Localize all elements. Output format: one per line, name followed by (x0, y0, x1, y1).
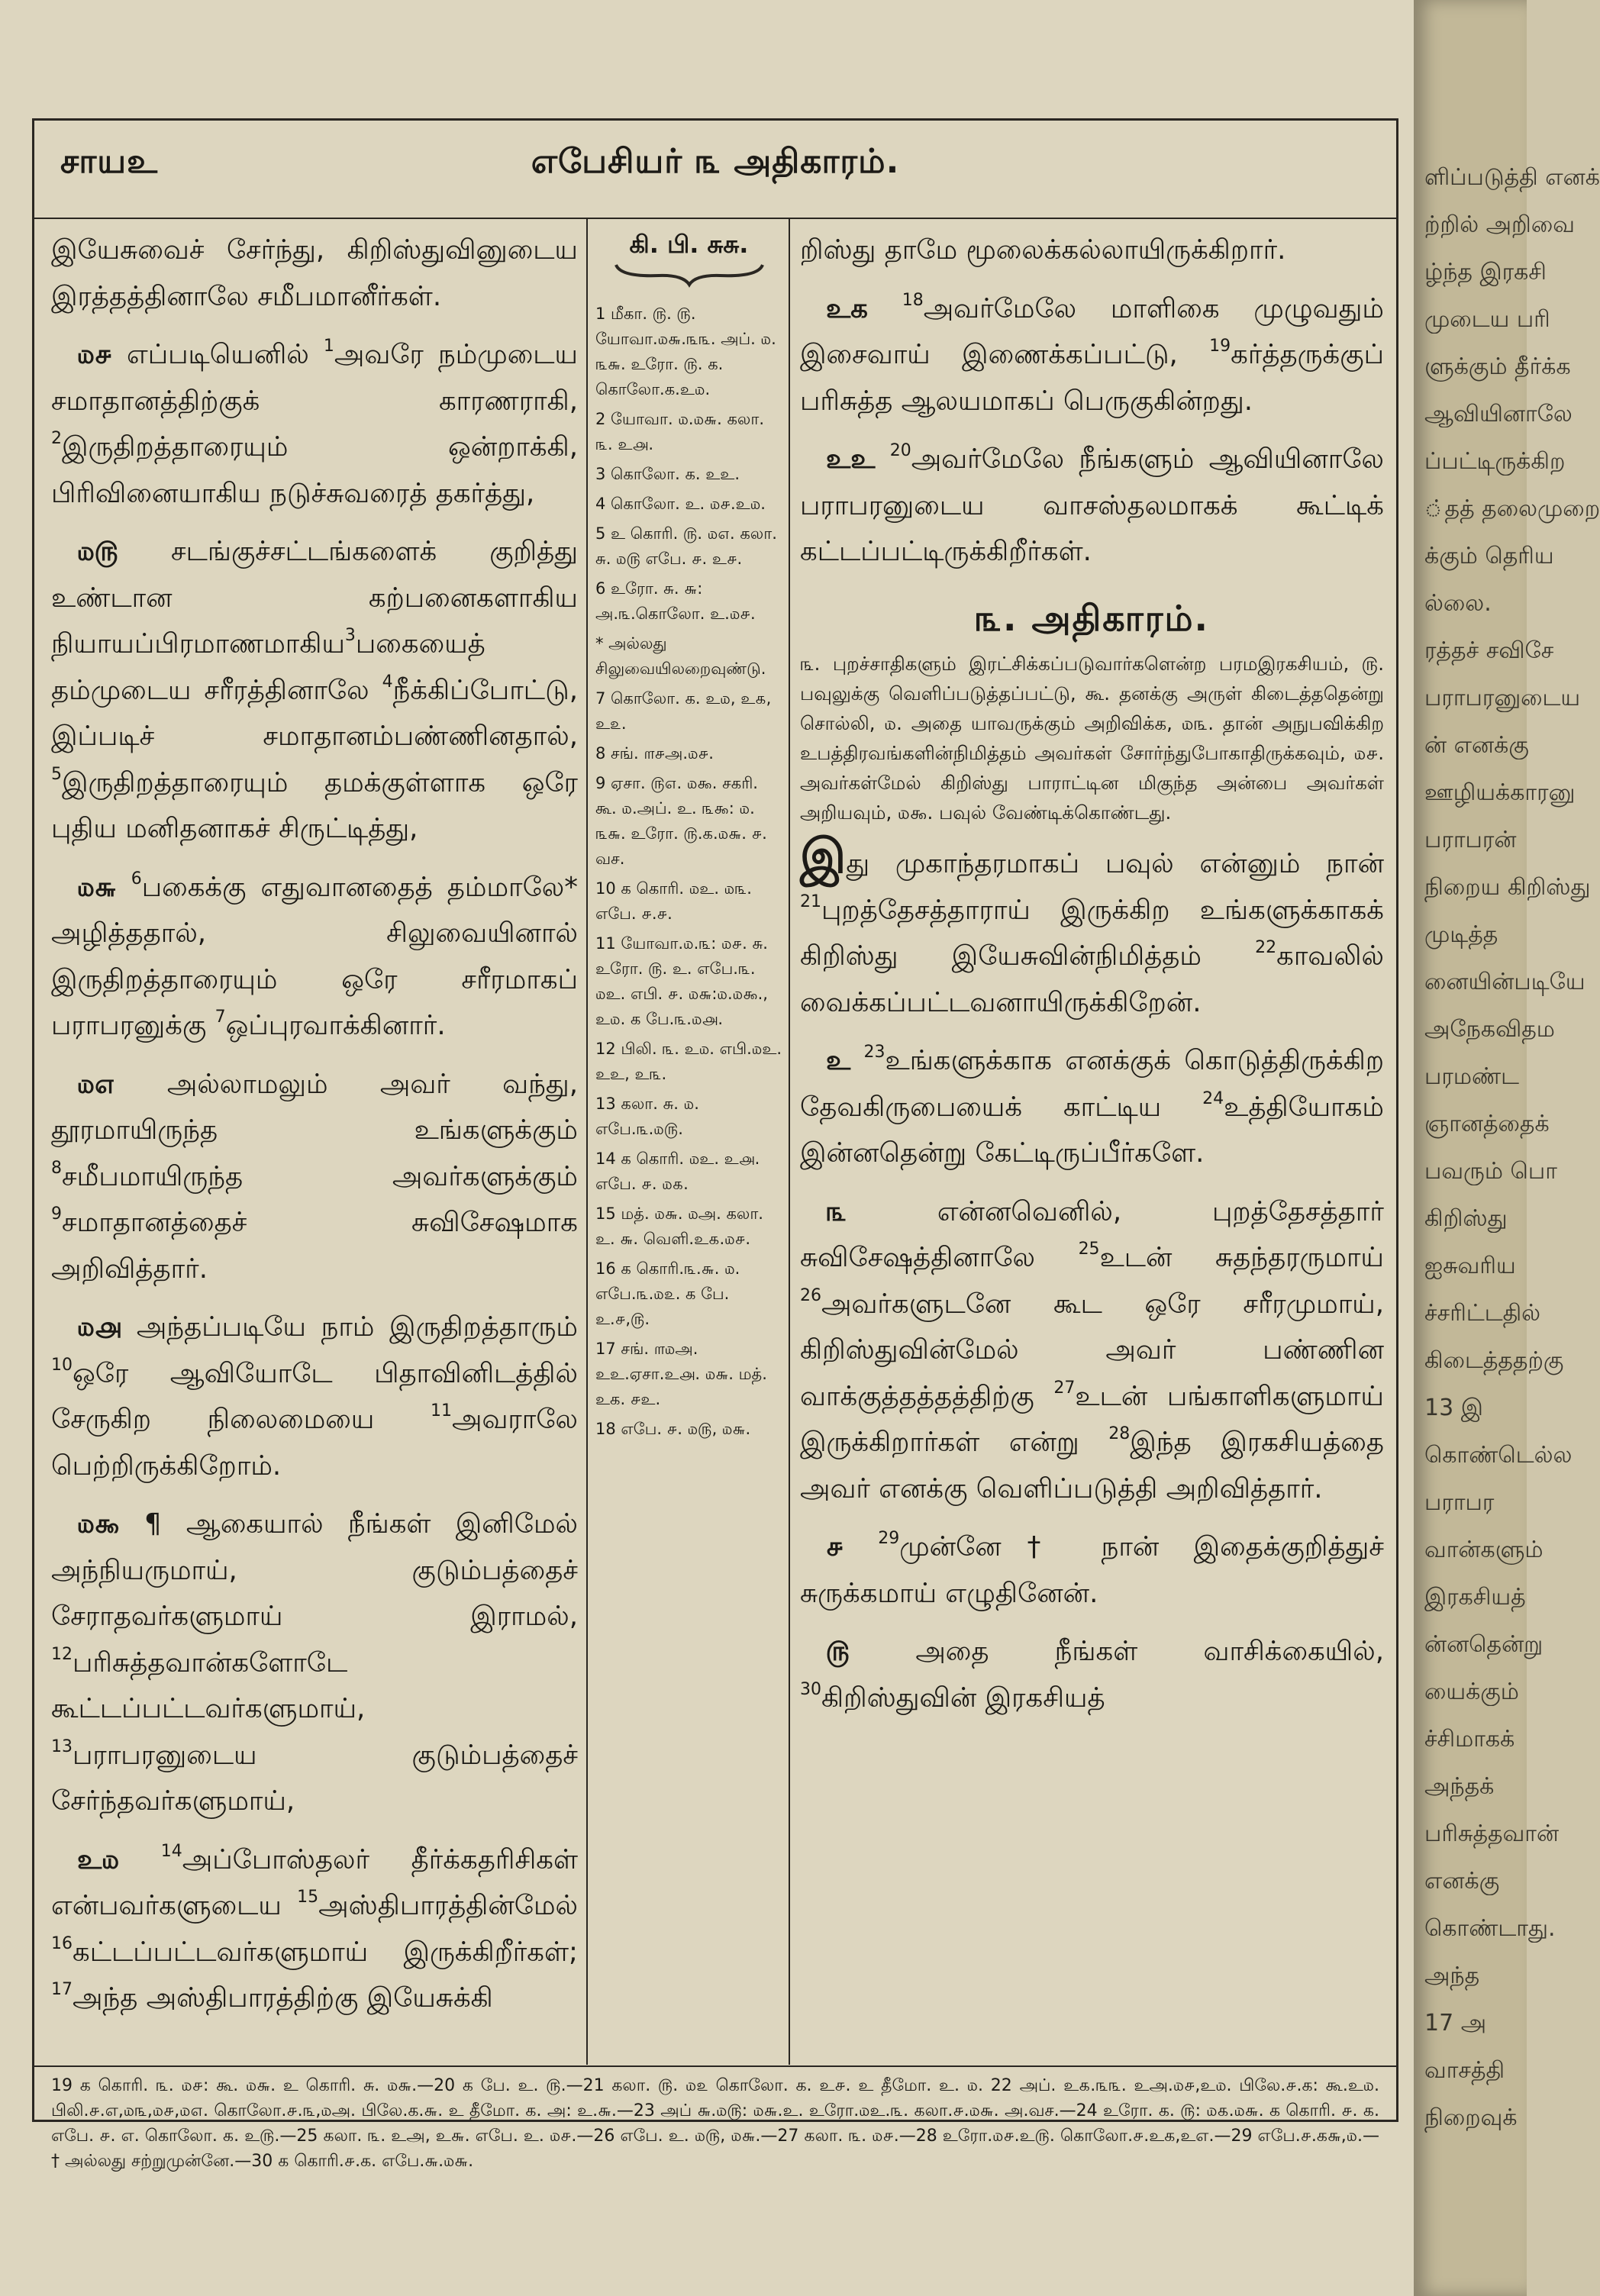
adjacent-page-line: ஆவியினாலே (1424, 401, 1573, 427)
adjacent-page-line: ரத்தச் சவிசே (1424, 637, 1554, 664)
verse-text: உஉ $^{20}$அவர்மேலே நீங்களும் ஆவியினாலே பராபரனுடைய வாசஸ்தலமாகக் கூட்டிக் கட்டப்பட்டிருக்கிறீர்கள். (800, 441, 1384, 567)
reference-entry: 12 பிலி. ௩. உ௰. எபி.௰உ. உஉ, உ௩. (595, 1040, 782, 1083)
cross-ref-marker: 11 (431, 1401, 452, 1420)
adjacent-page-line: ல்லை. (1424, 590, 1492, 617)
adjacent-page-line: வாசத்தி (1424, 2057, 1505, 2084)
cross-ref-marker: 28 (1108, 1424, 1131, 1443)
cross-ref-marker: 20 (889, 441, 911, 460)
adjacent-page-line: ஊழியக்காரனு (1424, 779, 1576, 806)
verse-text: ௰௯ ¶ ஆகையால் நீங்கள் இனிமேல் அந்நியருமாய், குடும்பத்தைச் சேராதவர்களுமாய் இராமல், $^{12}$பரிசுத்தவான்களோடே கூட்டப்பட்டவர்களுமாய், $^{13}$பராபரனுடைய குடும்பத்தைச் சேர்ந்தவர்களுமாய், (51, 1508, 578, 1817)
adjacent-page-line: அந்த (1424, 1962, 1480, 1989)
reference-entry: 7 கொலோ. க. உ௰, உ௧, உ௨. (595, 689, 772, 733)
adjacent-page-line: ப்பட்டிருக்கிற (1424, 448, 1566, 475)
reference-entry: 3 கொலோ. க. உஉ. (595, 465, 740, 483)
adjacent-page-line: நிறைய கிறிஸ்து (1424, 874, 1591, 901)
adjacent-page-line: கொண்டாது. (1424, 1915, 1556, 1942)
left-text-column (51, 227, 578, 2034)
adjacent-page-line: முடைய பரி (1424, 306, 1550, 333)
drop-cap: இ (800, 828, 847, 884)
verse-text: ௰௭ அல்லாமலும் அவர் வந்து, தூரமாயிருந்த உங்களுக்கும் $^8$சமீபமாயிருந்த அவர்களுக்கும் $^9$சமாதானத்தைச் சுவிசேஷமாக அறிவித்தார். (51, 1068, 578, 1285)
verse-text: ௰௫ சடங்குச்சட்டங்களைக் குறித்து உண்டான கற்பனைகளாகிய நியாயப்பிரமாணமாகிய$^3$பகையைத் தம்முடைய சரீரத்தினாலே $^4$நீக்கிப்போட்டு, இப்படிச் சமாதானம்பண்ணினதால், $^5$இருதிறத்தாரையும் தமக்குள்ளாக ஒரே புதிய மனிதனாகச் சிருட்டித்து, (51, 536, 578, 844)
cross-ref-marker: 3 (344, 626, 356, 645)
cross-ref-marker: 13 (51, 1737, 73, 1756)
verse-number: ௰௯ (77, 1508, 120, 1540)
adjacent-page-line: பவரும் பொ (1424, 1158, 1557, 1185)
verse-text: ௩ என்னவெனில், புறத்தேசத்தார் சுவிசேஷத்தினாலே $^{25}$உடன் சுதந்தரருமாய் $^{26}$அவர்களுடனே கூட ஒரே சரீரமுமாய், கிறிஸ்துவின்மேல் அவர் பண்ணின வாக்குத்தத்தத்திற்கு $^{27}$உடன் பங்காளிகளுமாய் இருக்கிறார்கள் என்று $^{28}$இந்த இரகசியத்தை அவர் எனக்கு வெளிப்படுத்தி அறிவித்தார். (800, 1195, 1384, 1504)
verse-number: ௰௪ (77, 339, 112, 370)
verse-number: ௰௬ (77, 871, 117, 903)
column-rule-right (789, 218, 790, 2065)
adjacent-page-line: பராபர (1424, 1489, 1495, 1516)
reference-entry: 9 ஏசா. ௫௭. ௰௯. சகரி. கூ. ௰.அப். உ. ௩௯: ௰. ௩௬. உரோ. ௫.க.௰௬. ௪. வச. (595, 774, 767, 868)
adjacent-page-line: ழ்ந்த இரகசி (1424, 259, 1547, 285)
cross-ref-marker: 14 (160, 1841, 182, 1861)
adjacent-page-line: கிறிஸ்து (1424, 1205, 1508, 1232)
adjacent-page-line: ளுக்கும் தீர்க்க (1424, 353, 1571, 380)
verse-text: ௪ $^{29}$முன்னே† நான் இதைக்குறித்துச் சுருக்கமாய் எழுதினேன். (800, 1529, 1384, 1609)
reference-entry: 10 க கொரி. ௰உ. ௰௩. எபே. ௪.௪. (595, 879, 752, 923)
reference-entry: 1 மீகா. ௫. ௫. யோவா.௰௬.௩௩. அப். ௰. ௩௬. உரோ. ௫. க. கொலோ.க.உ௰. (595, 305, 776, 398)
cross-ref-marker: 19 (1209, 337, 1231, 356)
adjacent-page-line: 13 இ (1424, 1395, 1483, 1421)
adjacent-page-line: இரகசியத் (1424, 1584, 1526, 1611)
footnotes: 19 க கொரி. ௩. ௰௪: கூ. ௰௬. உ கொரி. சு. ௰௬.—20 க பே. உ. ௫.—21 கலா. ௫. ௰௨ கொலோ. க. உ௪. உ தீமோ. உ. ௰. 22 அப். உ௧.௩௩. உஅ.௰௪,உ௰. பிலே.௪.க: கூ.உ௰. பிலி.௪.எ,௰௩,௰௪,௰௭. கொலோ.௪.௩,௰அ. பிலே.க.௬. உ தீமோ. க. அ: உ.௬.—23 அப் ௬.௰௫: ௰௬.உ. உரோ.௰உ.௩. கலா.௪.௰௬. அ.வச.—24 உரோ. க. ௫: ௰௧.௰௬. க கொரி. ௪. க. எபே. ௪. எ. கொலோ. க. உ௫.—25 கலா. ௩. உஅ, உ௬. எபே. உ. ௰௪.—26 எபே. உ. ௰௫, ௰௬.—27 கலா. ௩. ௰௪.—28 உரோ.௰௪.உ௫. கொலோ.௪.உக,உஎ.—29 எபே.௪.க௬,௰.—† அல்லது சற்றுமுன்னே.—30 க கொரி.௪.க. எபே.௬.௰௬. (51, 2076, 1379, 2171)
cross-ref-marker: 29 (878, 1529, 900, 1548)
verse-text: ௰௮ அந்தப்படியே நாம் இருதிறத்தாரும் $^{10}$ஒரே ஆவியோடே பிதாவினிடத்தில் சேருகிற நிலைமையை $^{11}$அவராலே பெற்றிருக்கிறோம். (51, 1311, 578, 1482)
verse-number: உஉ (826, 443, 876, 475)
reference-entry: 13 கலா. சு. ௰. எபே.௩.௰௫. (595, 1095, 699, 1138)
adjacent-page-line: பரிசுத்தவான் (1424, 1820, 1560, 1847)
cross-reference-column (595, 227, 782, 1446)
page-frame (32, 118, 1398, 2171)
cross-ref-marker: 17 (51, 1980, 73, 1999)
adjacent-page-line: பராபரன் (1424, 827, 1517, 853)
page-number: சாயஉ (60, 142, 158, 181)
verse-number: ௩ (826, 1195, 847, 1227)
verse-text: இயேசுவைச் சேர்ந்து, கிறிஸ்துவினுடைய இரத்தத்தினாலே சமீபமானீர்கள். (51, 234, 578, 312)
cross-ref-marker: 18 (902, 290, 924, 310)
adjacent-page-line: ச்சிமாகக் (1424, 1726, 1515, 1753)
verse-text: ௰௬ $^6$பகைக்கு எதுவானதைத் தம்மாலே* அழித்ததால், சிலுவையினால் இருதிறத்தாரையும் ஒரே சரீரமாகப் பராபரனுக்கு $^7$ஒப்புரவாக்கினார். (51, 869, 578, 1041)
cross-ref-marker: 9 (51, 1204, 62, 1224)
chapter-summary: ௩. புறச்சாதிகளும் இரட்சிக்கப்படுவார்களென்ற பரமஇரகசியம், ௫. பவுலுக்கு வெளிப்படுத்தப்பட்டு, கூ. தனக்கு அருள் கிடைத்ததென்று சொல்லி, ௰. அதை யாவருக்கும் அறிவிக்க, ௰௩. தான் அநுபவிக்கிற உபத்திரவங்களின்நிமித்தம் அவர்கள் சோர்ந்துபோகாதிருக்கவும், ௰௪. அவர்கள்மேல் கிறிஸ்து பாராட்டின மிகுந்த அன்பை அவர்கள் அறியவும், ௰௯. பவுல் வேண்டிக்கொண்டது. (800, 653, 1384, 824)
cross-ref-marker: 27 (1053, 1378, 1076, 1398)
adjacent-page-line: அநேகவிதம (1424, 1016, 1555, 1043)
reference-entry: 2 யோவா. ௰.௰௬. கலா. ௩. உ௮. (595, 410, 764, 453)
cross-ref-marker: 15 (297, 1888, 319, 1907)
reference-entry: 14 க கொரி. ௰உ. உ௮. எபே. ௪. ௰௧. (595, 1150, 760, 1193)
cross-ref-marker: 16 (51, 1933, 73, 1953)
adjacent-page-line: க்கும் தெரிய (1424, 543, 1554, 569)
adjacent-page-line: கிடைத்ததற்கு (1424, 1347, 1564, 1374)
cross-ref-marker: 1 (323, 337, 334, 356)
reference-entry: 18 எபே. ௪. ௰௫, ௰௬. (595, 1420, 751, 1438)
reference-entry: * அல்லது சிலுவையிலறைவுண்டு. (595, 634, 766, 678)
adjacent-page-line: னையின்படியே (1424, 969, 1585, 995)
adjacent-page-line: ஞானத்தைக் (1424, 1111, 1550, 1137)
reference-entry: 16 க கொரி.௩.௬. ௰. எபே.௩.௰௨. க பே. உ.௪,௫. (595, 1259, 740, 1328)
verse-number: உ௰ (77, 1843, 120, 1875)
verse-number: ௰௫ (77, 536, 119, 567)
verse-number: ௰௮ (77, 1311, 122, 1343)
reference-entry: 6 உரோ. சு. ௬: அ.௩.கொலோ. உ.௰௪. (595, 579, 756, 623)
verse-number: உக (826, 292, 868, 324)
reference-list (595, 302, 782, 1442)
chapter-title: ௩. அதிகாரம். (974, 597, 1210, 639)
adjacent-page-line: 17 அ (1424, 2010, 1487, 2036)
cross-ref-marker: 23 (863, 1043, 885, 1062)
right-text-column (800, 227, 1384, 1733)
adjacent-page-line: முடித்த (1424, 921, 1498, 948)
adjacent-page-line: பராபரனுடைய (1424, 685, 1581, 711)
adjacent-page-line: ற்றில் அறிவை (1424, 211, 1575, 238)
adjacent-page-line: யைக்கும் (1424, 1678, 1519, 1705)
cross-ref-marker: 12 (51, 1644, 73, 1664)
adjacent-page-line: வான்களும் (1424, 1537, 1544, 1563)
cross-ref-marker: 21 (800, 892, 821, 911)
cross-ref-marker: 8 (51, 1158, 62, 1178)
running-title: எபேசியர் ௩ அதிகாரம். (531, 142, 900, 181)
adjacent-page-line: ்தத் தலைமுறை (1424, 495, 1600, 522)
adjacent-page-line: ச்சரிட்டதில் (1424, 1300, 1541, 1327)
footnote-rule (34, 2065, 1396, 2067)
cross-ref-marker: 30 (800, 1679, 821, 1699)
adjacent-page-line: பரமண்ட (1424, 1063, 1520, 1090)
reference-entry: 8 சங். ௱௪அ.௰௪. (595, 744, 714, 763)
reference-entry: 5 உ கொரி. ௫. ௰௭. கலா. சு. ௰௫ எபே. ௪. உ௪. (595, 524, 777, 568)
reference-entry: 17 சங். ௱௰அ. உஉ.ஏசா.உ௮. ௰௬. மத். உக. ௪உ. (595, 1340, 767, 1408)
adjacent-page-line: ஐசுவரிய (1424, 1253, 1516, 1279)
verse-text: ௫ அதை நீங்கள் வாசிக்கையில், $^{30}$கிறிஸ்துவின் இரகசியத் (800, 1636, 1384, 1714)
adjacent-page-line: ன் எனக்கு (1424, 732, 1529, 759)
verse-text: ௰௪ எப்படியெனில் $^1$அவரே நம்முடைய சமாதானத்திற்குக் காரணராகி, $^2$இருதிறத்தாரையும் ஒன்றாக்கி, பிரிவினையாகிய நடுச்சுவரைத் தகர்த்து, (51, 337, 578, 509)
adjacent-page-line: ன்னதென்று (1424, 1631, 1544, 1658)
adjacent-page-line: அந்தக் (1424, 1773, 1495, 1800)
cross-ref-marker: 10 (51, 1355, 73, 1375)
reference-entry: 11 யோவா.௰.௩: ௰௪. சு. உரோ. ௫. உ. எபே.௩. ௰உ. எபி. ௪. ௰௬:௰.௰௯., உ௰. க பே.௩.௰௮. (595, 934, 768, 1028)
cross-ref-marker: 5 (51, 764, 62, 784)
verse-number: ௪ (826, 1531, 844, 1562)
cross-ref-marker: 22 (1255, 938, 1277, 957)
verse-text: இது முகாந்தரமாகப் பவுல் என்னும் நான் $^{21}$புறத்தேசத்தாராய் இருக்கிற உங்களுக்காகக் கிறிஸ்து இயேசுவின்நிமித்தம் $^{22}$காவலில் வைக்கப்பட்டவனாயிருக்கிறேன். (800, 828, 1384, 1018)
verse-number: ௰௭ (77, 1068, 115, 1100)
header-rule (34, 218, 1396, 219)
cross-ref-marker: 2 (51, 429, 62, 448)
ornamental-brace-icon (613, 260, 766, 288)
cross-ref-marker: 24 (1202, 1088, 1224, 1108)
adjacent-page-line: எனக்கு (1424, 1868, 1500, 1895)
verse-number: ௫ (826, 1636, 850, 1667)
cross-ref-marker: 25 (1078, 1240, 1100, 1259)
verse-text: உ௰ $^{14}$அப்போஸ்தலர் தீர்க்கதரிசிகள் என்பவர்களுடைய $^{15}$அஸ்திபாரத்தின்மேல் $^{16}$கட்டப்பட்டவர்களுமாய் இருக்கிறீர்கள்; $^{17}$அந்த அஸ்திபாரத்திற்கு இயேசுக்கி (51, 1841, 578, 2014)
verse-text: றிஸ்து தாமே மூலைக்கல்லாயிருக்கிறார். (800, 234, 1286, 266)
verse-text: உக $^{18}$அவர்மேலே மாளிகை முழுவதும் இசைவாய் இணைக்கப்பட்டு, $^{19}$கர்த்தருக்குப் பரிசுத்த ஆலயமாகப் பெருகுகின்றது. (800, 290, 1384, 417)
reference-entry: 4 கொலோ. உ. ௰௪.உ௰. (595, 495, 766, 513)
adjacent-page-line: கொண்டெல்ல (1424, 1442, 1573, 1469)
cross-ref-marker: 7 (215, 1008, 226, 1027)
reference-entry: 15 மத். ௰௬. ௰அ. கலா. உ. ௬. வெளி.உ௧.௰௪. (595, 1204, 763, 1248)
cross-ref-marker: 26 (800, 1285, 821, 1305)
adjacent-page-edge (1414, 0, 1600, 2296)
verse-text: உ $^{23}$உங்களுக்காக எனக்குக் கொடுத்திருக்கிற தேவகிருபையைக் காட்டிய $^{24}$உத்தியோகம் இன்னதென்று கேட்டிருப்பீர்களே. (800, 1043, 1384, 1169)
adjacent-page-line: நிறைவுக் (1424, 2104, 1518, 2131)
cross-ref-marker: 4 (382, 672, 393, 692)
reference-heading: கி. பி. சுசு. (629, 230, 749, 259)
adjacent-page-line: ளிப்படுத்தி எனக் (1424, 164, 1600, 191)
verse-number: உ (826, 1045, 851, 1076)
column-rule-left (586, 218, 588, 2065)
cross-ref-marker: 6 (131, 869, 142, 888)
